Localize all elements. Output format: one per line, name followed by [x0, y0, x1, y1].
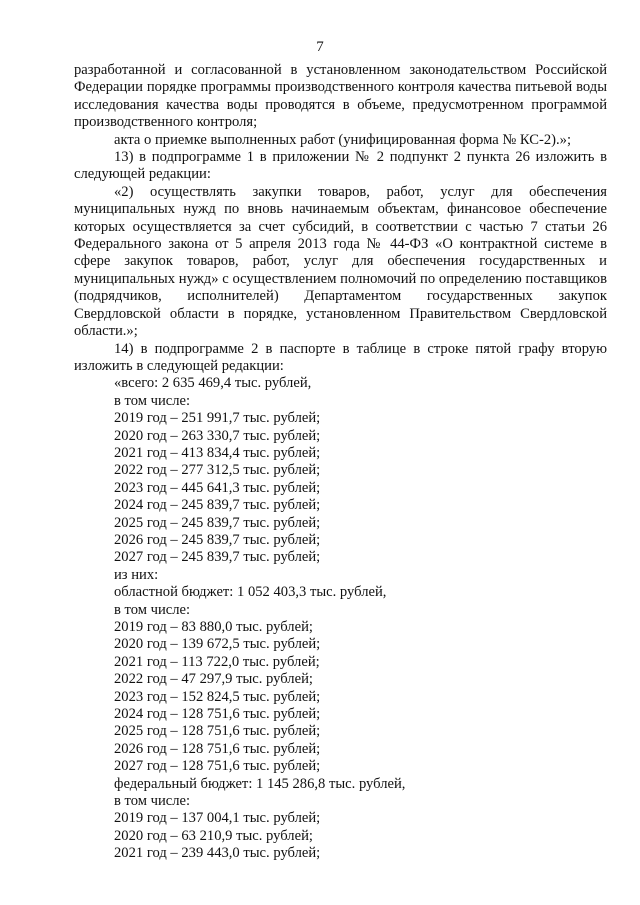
list-item: 2022 год – 277 312,5 тыс. рублей; [114, 462, 321, 479]
list-item: в том числе: [114, 601, 191, 618]
list-item: федеральный бюджет: 1 145 286,8 тыс. рублей, [114, 775, 406, 792]
list-item: 2021 год – 113 722,0 тыс. рублей; [114, 653, 320, 670]
list-item: 2020 год – 139 672,5 тыс. рублей; [114, 636, 321, 653]
list-item: в том числе: [114, 392, 191, 409]
list-item: 2020 год – 263 330,7 тыс. рублей; [114, 427, 321, 444]
list-item: 2024 год – 128 751,6 тыс. рублей; [114, 706, 321, 723]
budget-list [74, 375, 607, 862]
paragraph: 13) в подпрограмме 1 в приложении № 2 подпункт 2 пункта 26 изложить в следующей редакции: [74, 149, 607, 183]
list-item: из них: [114, 566, 159, 583]
list-item: 2019 год – 83 880,0 тыс. рублей; [114, 619, 313, 635]
list-item: 2022 год – 47 297,9 тыс. рублей; [114, 671, 313, 688]
paragraphs [74, 62, 607, 375]
list-item: 2019 год – 251 991,7 тыс. рублей; [114, 410, 321, 427]
paragraph: акта о приемке выполненных работ (унифицированная форма № КС-2).»; [114, 131, 572, 148]
list-item: 2019 год – 137 004,1 тыс. рублей; [114, 810, 321, 827]
list-item: 2027 год – 128 751,6 тыс. рублей; [114, 758, 321, 775]
list-item: 2021 год – 239 443,0 тыс. рублей; [114, 845, 321, 862]
list-item: 2021 год – 413 834,4 тыс. рублей; [114, 444, 321, 461]
paragraph: разработанной и согласованной в установленном законодательством Российской Федерации порядке программы производственного контроля качества питьевой воды исследования качества воды проводятся в объеме, предусмотренном программой производственного контроля; [74, 62, 607, 131]
list-item: 2026 год – 245 839,7 тыс. рублей; [114, 531, 321, 548]
list-item: 2024 год – 245 839,7 тыс. рублей; [114, 497, 321, 514]
list-item: 2026 год – 128 751,6 тыс. рублей; [114, 740, 321, 757]
list-item: 2023 год – 445 641,3 тыс. рублей; [114, 479, 321, 496]
list-item: «всего: 2 635 469,4 тыс. рублей, [114, 375, 312, 392]
paragraph: 14) в подпрограмме 2 в паспорте в таблице в строке пятой графу вторую изложить в следующей редакции: [74, 340, 607, 374]
document-body [74, 62, 607, 863]
list-item: 2025 год – 128 751,6 тыс. рублей; [114, 723, 321, 740]
list-item: 2023 год – 152 824,5 тыс. рублей; [114, 688, 321, 705]
list-item: 2027 год – 245 839,7 тыс. рублей; [114, 549, 321, 566]
page-number: 7 [316, 39, 324, 55]
paragraph: «2) осуществлять закупки товаров, работ, услуг для обеспечения муниципальных нужд по вновь начинаемым объектам, финансовое обеспечение которых осуществляется за счет субсидий, в соответствии с частью 7 статьи 26 Федерального закона от 5 апреля 2013 года № 44-ФЗ «О контрактной системе в сфере закупок товаров, работ, услуг для обеспечения государственных и муниципальных нужд» с осуществлением полномочий по определению поставщиков (подрядчиков, исполнителей) Департаментом государственных закупок Свердловской области в порядке, установленном Правительством Свердловской области.»; [74, 183, 607, 340]
list-item: 2025 год – 245 839,7 тыс. рублей; [114, 514, 321, 531]
list-item: областной бюджет: 1 052 403,3 тыс. рублей, [114, 584, 387, 601]
list-item: 2020 год – 63 210,9 тыс. рублей; [114, 827, 313, 844]
list-item: в том числе: [114, 793, 191, 810]
